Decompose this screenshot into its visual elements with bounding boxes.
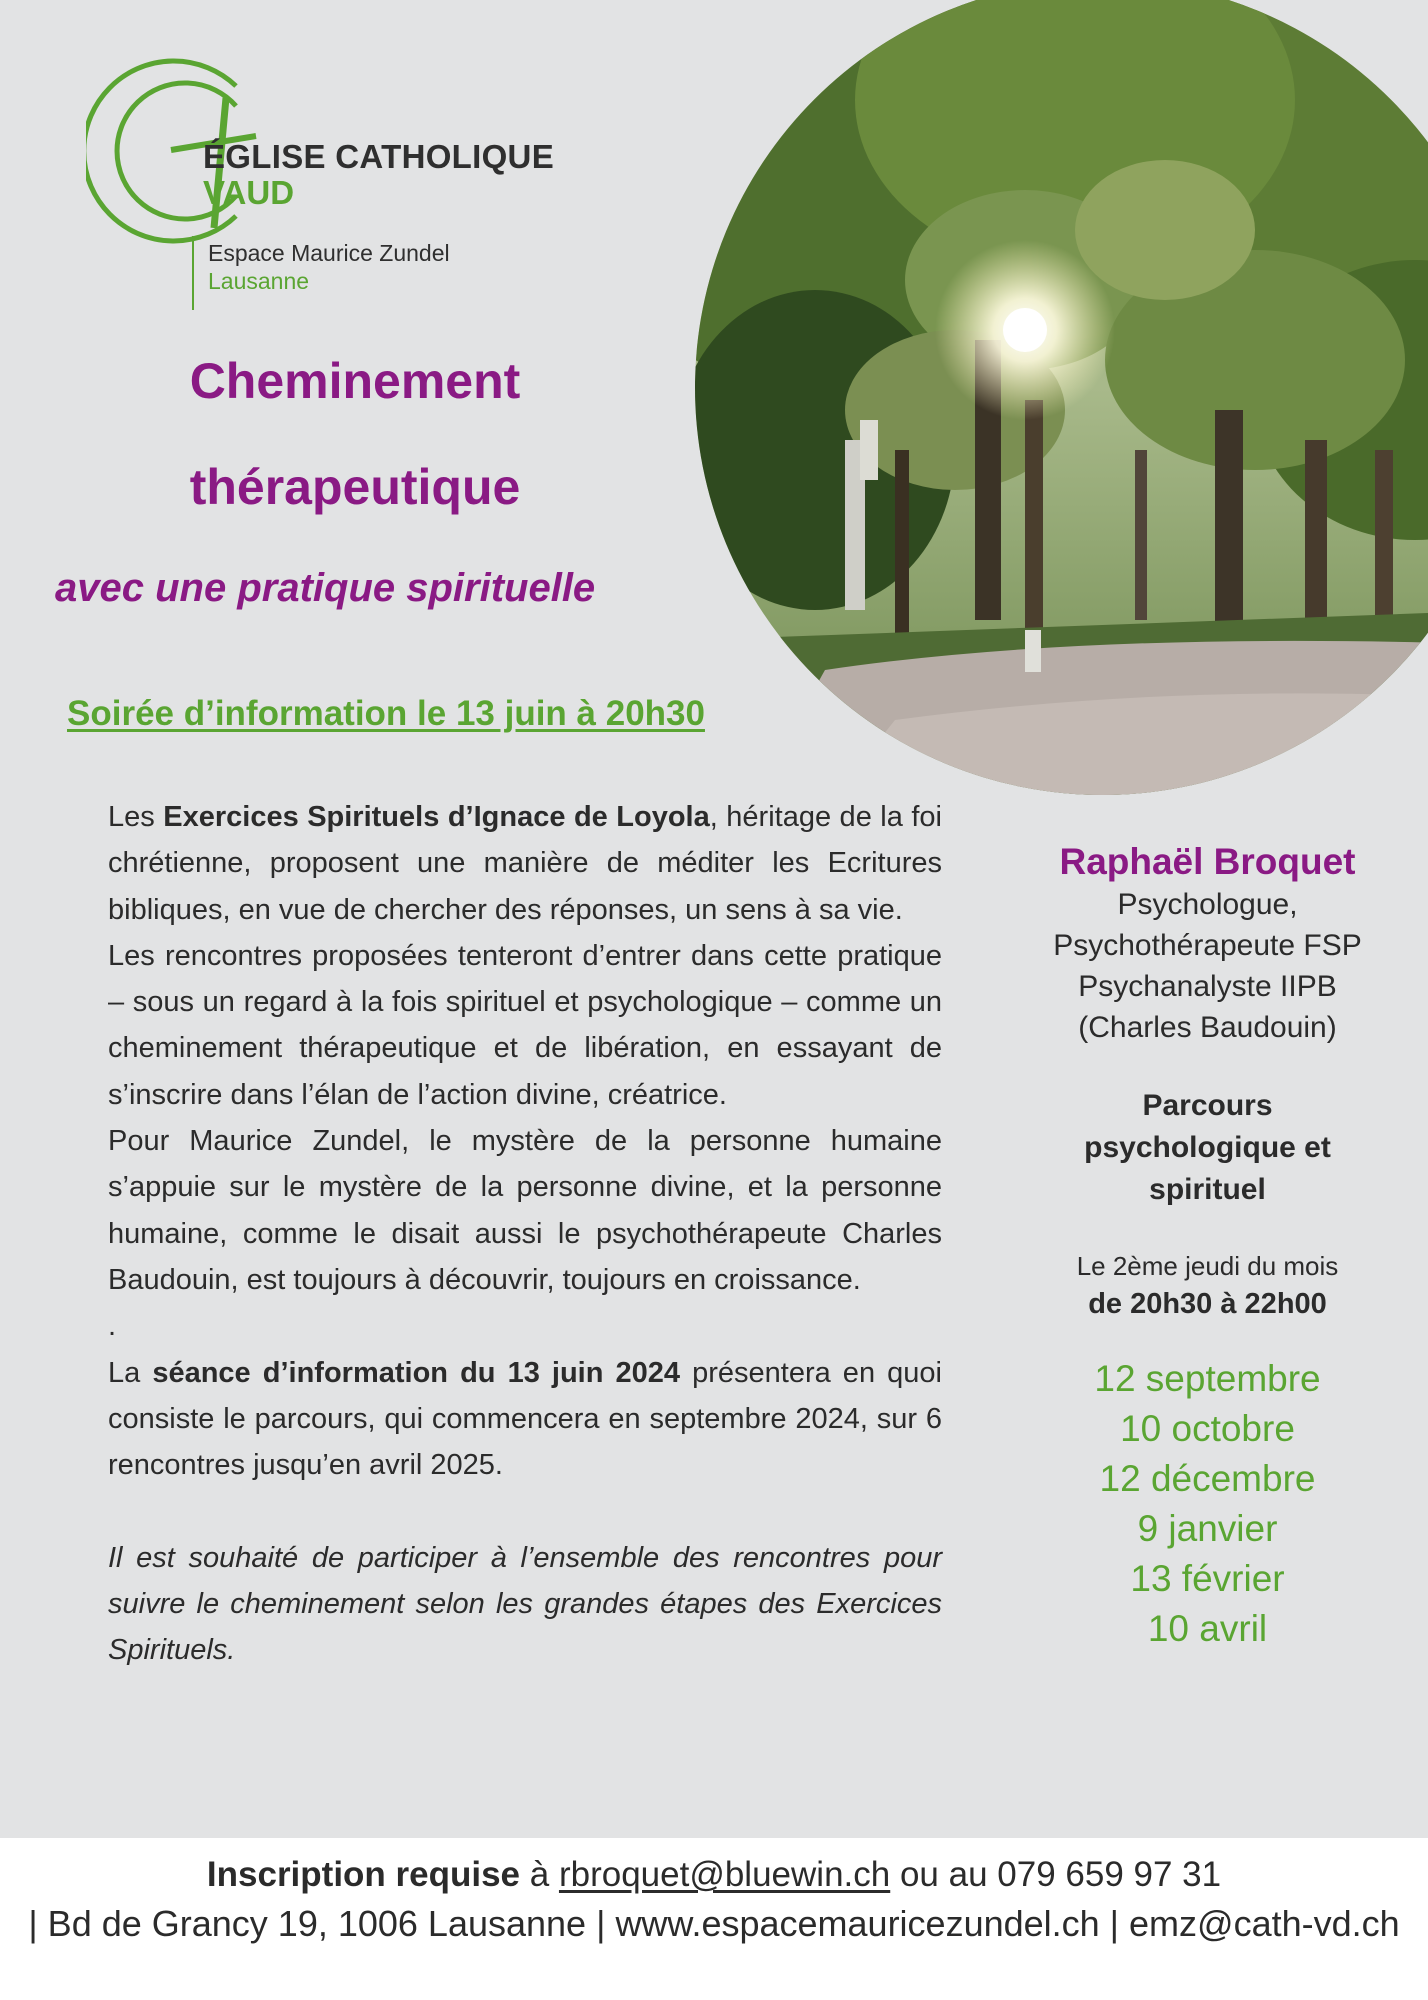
park-illustration [695, 0, 1428, 795]
paragraph-dot: . [108, 1310, 117, 1343]
paragraph-participation [108, 1535, 942, 1674]
registration-a: à [520, 1855, 559, 1894]
logo-region: VAUD [203, 174, 295, 211]
parcours-line: Parcours [1142, 1089, 1273, 1122]
p4-bold: séance d’information du 13 juin 2024 [152, 1356, 681, 1389]
email-link[interactable]: rbroquet@bluewin.ch [558, 1855, 891, 1894]
paragraph-exercises [108, 794, 942, 933]
parcours-title [1020, 1085, 1395, 1211]
role-line: Psychothérapeute FSP [1053, 929, 1362, 962]
session-dates [1020, 1354, 1395, 1654]
presenter-name: Raphaël Broquet [1059, 841, 1356, 882]
info-session-heading: Soirée d’information le 13 juin à 20h30 [67, 694, 705, 733]
parcours-line: spirituel [1149, 1173, 1266, 1206]
logo-divider [192, 236, 194, 310]
paragraph-encounters: Les rencontres proposées tenteront d’entrer dans cette pratique – sous un regard à la fois spirituel et psychologique – comme un cheminement thérapeutique et de libération, en essayant de s’inscrire dans l’élan de l’action divine, créatrice. [108, 939, 942, 1111]
logo-city: Lausanne [208, 268, 310, 294]
p1-bold: Exercices Spirituels d’Ignace de Loyola [163, 801, 710, 833]
logo-espace: Espace Maurice Zundel [208, 240, 450, 266]
paragraph-zundel: Pour Maurice Zundel, le mystère de la personne humaine s’appuie sur le mystère de la personne divine, et la personne humaine, comme le disait aussi le psychothérapeute Charles Baudouin, est toujours à découvrir, toujours en croissance. [108, 1125, 942, 1296]
role-line: (Charles Baudouin) [1078, 1011, 1337, 1044]
schedule-time: de 20h30 à 22h00 [1088, 1288, 1327, 1320]
date-item: 12 décembre [1099, 1458, 1316, 1499]
p5-italic: Il est souhaité de participer à l’ensemble des rencontres pour suivre le cheminement selon les grandes étapes des Exercices Spirituels. [108, 1541, 942, 1667]
registration-label: Inscription requise [206, 1855, 521, 1894]
date-item: 10 avril [1147, 1608, 1268, 1649]
date-item: 9 janvier [1137, 1508, 1278, 1549]
title-line-1: Cheminement [189, 353, 521, 409]
p1-start: Les [108, 801, 164, 833]
paragraph-spacer [108, 1488, 942, 1534]
logo-title: ÉGLISE CATHOLIQUE [203, 138, 555, 175]
role-line: Psychanalyste IIPB [1078, 970, 1337, 1003]
p1-end: , héritage de la foi chrétienne, proposent une manière de méditer les Ecritures bibliques, en vue de chercher des réponses, un sens à sa vie. [108, 801, 942, 926]
role-line: Psychologue, [1117, 888, 1298, 921]
registration-phone: ou au 079 659 97 31 [890, 1855, 1222, 1894]
date-item: 12 septembre [1094, 1358, 1321, 1399]
paragraph-info-session [108, 1350, 942, 1489]
date-item: 10 octobre [1120, 1408, 1295, 1449]
title-line-2: thérapeutique [189, 459, 521, 515]
parcours-line: psychologique et [1084, 1131, 1331, 1164]
park-photo [695, 0, 1428, 795]
p4-end: présentera en quoi consiste le parcours, qui commencera en septembre 2024, sur 6 rencontres jusqu’en avril 2025. [108, 1356, 942, 1482]
body-text [108, 794, 942, 1674]
sidebar [1020, 840, 1395, 1654]
p4-start: La [108, 1356, 153, 1389]
registration-line [0, 1855, 1428, 1895]
date-item: 13 février [1130, 1558, 1285, 1599]
schedule-day: Le 2ème jeudi du mois [1076, 1251, 1339, 1281]
subtitle: avec une pratique spirituelle [55, 566, 596, 610]
address-line: | Bd de Grancy 19, 1006 Lausanne | www.espacemauricezundel.ch | emz@cath-vd.ch [28, 1903, 1400, 1944]
